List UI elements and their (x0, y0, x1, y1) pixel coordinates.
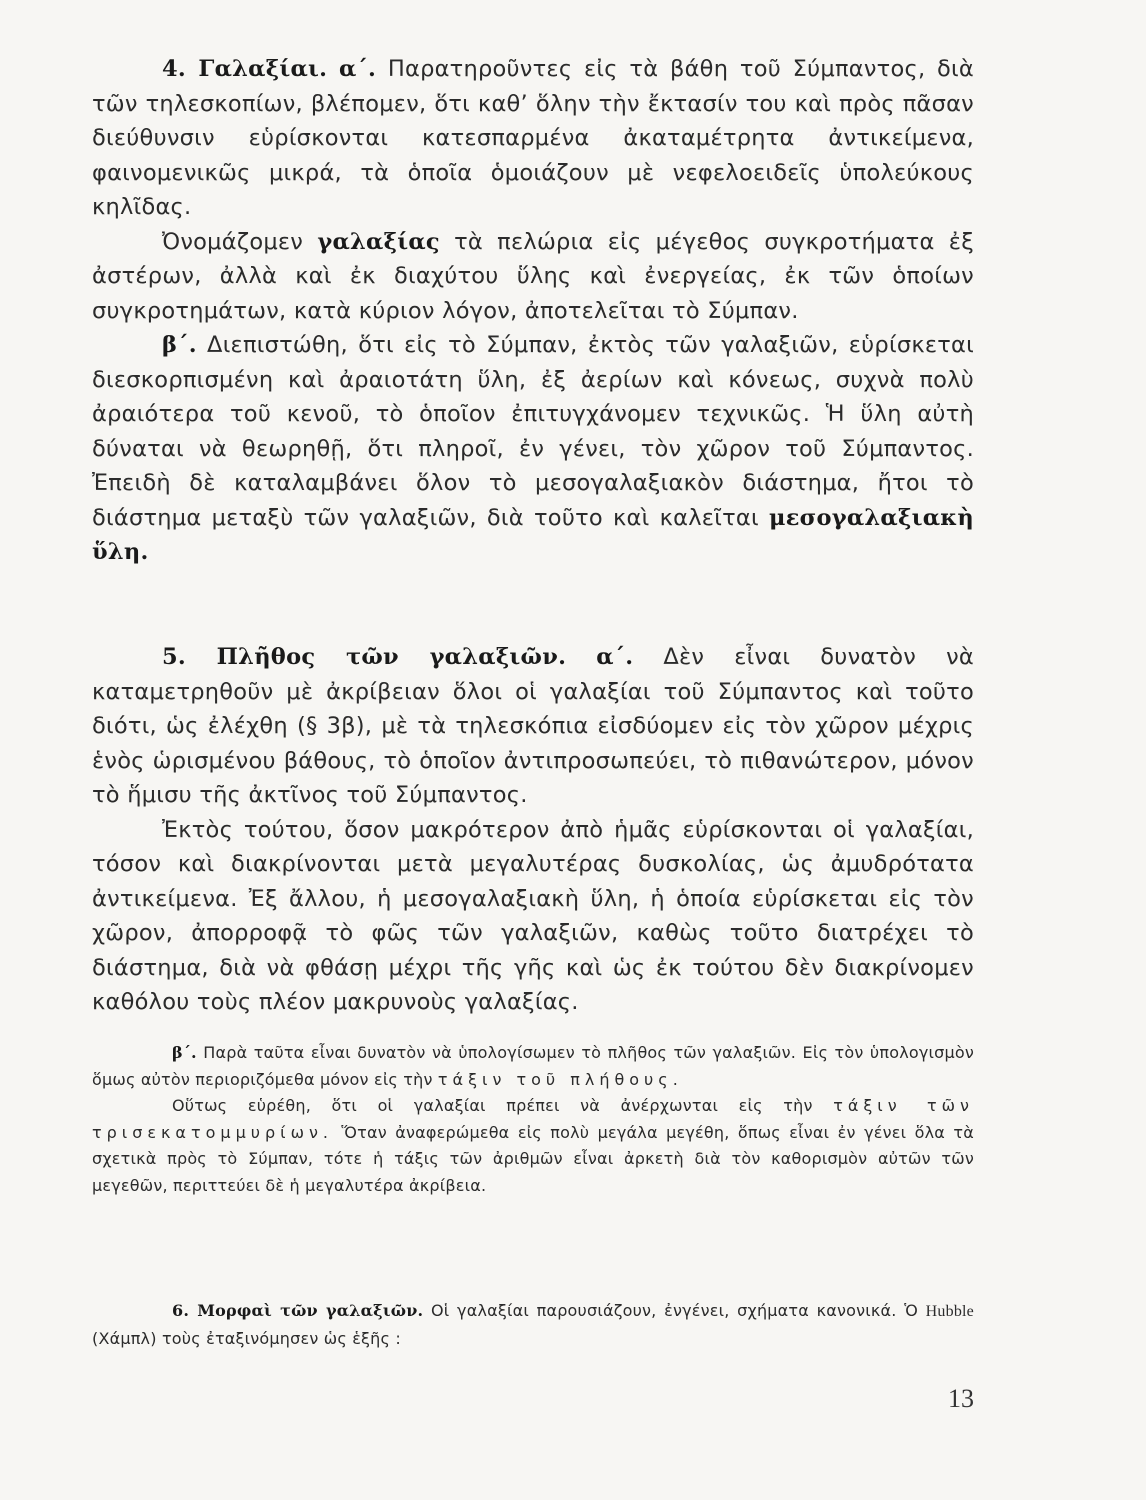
section-5-small (92, 1040, 974, 1199)
sec5-p2: Ἐκτὸς τούτου, ὅσον μακρότερον ἀπὸ ἡμᾶς εὑρίσκονται οἱ γαλαξίαι, τόσον καὶ διακρίνονται μετὰ μεγαλυτέρας δυσκολίας, ὡς ἀμυδρότατα ἀντικείμενα. Ἐξ ἄλλου, ἡ μεσογαλαξιακὴ ὕλη, ἡ ὁποία εὑρίσκεται εἰς τὸν χῶρον, ἀπορροφᾷ τὸ φῶς τῶν γαλαξιῶν, καθὼς τοῦτο διατρέχει τὸ διάστημα, διὰ νὰ φθάσῃ μέχρι τῆς γῆς καὶ ὡς ἐκ τούτου δὲν διακρίνομεν καθόλου τοὺς πλέον μακρυνοὺς γαλαξίας. (92, 816, 974, 1015)
section-5 (92, 640, 974, 1020)
sec5-a-text: Δὲν εἶναι δυνατὸν νὰ καταμετρηθοῦν μὲ ἀκρίβειαν ὅλοι οἱ γαλαξίαι τοῦ Σύμπαντος καὶ τοῦτο διότι, ὡς ἐλέχθη (§ 3β), μὲ τὰ τηλεσκόπια εἰσδύομεν εἰς τὸν χῶρον μέχρις ἑνὸς ὡρισμένου βάθους, τὸ ὁποῖον ἀντιπροσωπεύει, τὸ πιθανώτερον, μόνον τὸ ἥμισυ τῆς ἀκτῖνος τοῦ Σύμπαντος. (92, 644, 975, 808)
sec4-b-term: μεσογαλαξιακὴ ὕλη. (92, 504, 974, 565)
sec4-heading: 4. Γαλαξίαι. (162, 56, 328, 82)
sec5-p4-spaced: τάξιν τῶν τρισεκατομμυρίων. (92, 1096, 974, 1142)
sec4-p2-post: τὰ πελώρια εἰς μέγεθος συγκροτήματα ἐξ ἀστέρων, ἀλλὰ καὶ ἐκ διαχύτου ὕλης καὶ ἐνεργείας, ἐκ τῶν ὁποίων συγκροτημάτων, κατὰ κύριον λόγον, ἀποτελεῖται τὸ Σύμπαν. (92, 228, 974, 324)
section-6 (92, 1298, 974, 1352)
sec5-b-text: Παρὰ ταῦτα εἶναι δυνατὸν νὰ ὑπολογίσωμεν τὸ πλῆθος τῶν γαλαξιῶν. Εἰς τὸν ὑπολογισμὸν ὅμως αὐτὸν περιοριζόμεθα μόνον εἰς τὴν (92, 1043, 974, 1089)
sec5-heading: 5. Πλῆθος τῶν γαλαξιῶν. (162, 644, 567, 670)
sec5-p4-pre: Οὕτως εὑρέθη, ὅτι οἱ γαλαξίαι πρέπει νὰ ἀνέρχωνται εἰς τὴν (172, 1096, 813, 1115)
sec5-para-2 (92, 813, 974, 1020)
sec6-text-post: (Χάμπλ) τοὺς ἐταξινόμησεν ὡς ἑξῆς : (92, 1328, 401, 1348)
sec6-heading: 6. Μορφαὶ τῶν γαλαξιῶν. (172, 1301, 424, 1320)
sec5-para-4 (92, 1093, 974, 1199)
sec5-a-mark: α΄. (596, 644, 634, 670)
sec4-b-text: Διεπιστώθη, ὅτι εἰς τὸ Σύμπαν, ἐκτὸς τῶν γαλαξιῶν, εὑρίσκεται διεσκορπισμένη καὶ ἀραιοτάτη ὕλη, ἐξ ἀερίων καὶ κόνεως, συχνὰ πολὺ ἀραιότερα τοῦ κενοῦ, τὸ ὁποῖον ἐπιτυγχάνομεν τεχνικῶς. Ἡ ὕλη αὐτὴ δύναται νὰ θεωρηθῇ, ὅτι πληροῖ, ἐν γένει, τὸν χῶρον τοῦ Σύμπαντος. Ἐπειδὴ δὲ καταλαμβάνει ὅλον τὸ μεσογαλαξιακὸν διάστημα, ἤτοι τὸ διάστημα μεταξὺ τῶν γαλαξιῶν, διὰ τοῦτο καὶ καλεῖται (92, 332, 975, 531)
sec4-para-a (92, 52, 974, 225)
sec6-name: Hubble (925, 1303, 974, 1320)
sec5-b-mark: β΄. (172, 1043, 197, 1062)
sec4-para-2 (92, 225, 974, 329)
sec5-para-a (92, 640, 974, 813)
sec4-p2-term: γαλαξίας (317, 228, 440, 255)
sec5-p4-post: Ὅταν ἀναφερώμεθα εἰς πολὺ μεγάλα μεγέθη, ὅπως εἶναι ἐν γένει ὅλα τὰ σχετικὰ πρὸς τὸ Σύμπαν, τότε ἡ τάξις τῶν ἀριθμῶν εἶναι ἀρκετὴ διὰ τὸν καθορισμὸν αὐτῶν τῶν μεγεθῶν, περιττεύει δὲ ἡ μεγαλυτέρα ἀκρίβεια. (92, 1122, 974, 1195)
sec4-b-mark: β΄. (162, 332, 197, 358)
sec4-p2-pre: Ὀνομάζομεν (162, 228, 304, 255)
section-4 (92, 52, 974, 570)
sec5-b-spaced: τάξιν τοῦ πλήθους. (437, 1069, 683, 1089)
page-number: 13 (948, 1384, 974, 1413)
sec6-text-pre: Οἱ γαλαξίαι παρουσιάζουν, ἐνγένει, σχήματα κανονικά. Ὁ (430, 1301, 919, 1320)
sec6-para (92, 1298, 974, 1352)
sec4-a-text: Παρατηροῦντες εἰς τὰ βάθη τοῦ Σύμπαντος, διὰ τῶν τηλεσκοπίων, βλέπομεν, ὅτι καθ’ ὅλην τὴν ἔκτασίν του καὶ πρὸς πᾶσαν διεύθυνσιν εὑρίσκονται κατεσπαρμένα ἀκαταμέτρητα ἀντικείμενα, φαινομενικῶς μικρά, τὰ ὁποῖα ὁμοιάζουν μὲ νεφελοειδεῖς ὑπολεύκους κηλῖδας. (92, 56, 974, 220)
sec4-a-mark: α΄. (338, 56, 377, 82)
sec5-para-b (92, 1040, 974, 1093)
sec4-para-b (92, 328, 974, 570)
